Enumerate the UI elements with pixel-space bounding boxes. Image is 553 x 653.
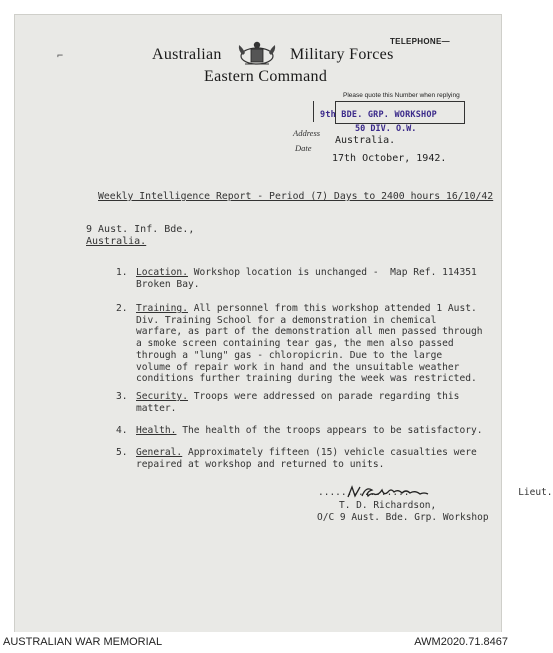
report-title: Weekly Intelligence Report - Period (7) Days to 2400 hours 16/10/42: [98, 191, 494, 202]
signatory-title: O/C 9 Aust. Bde. Grp. Workshop: [317, 512, 489, 523]
unit-stamp-line1: 9th BDE. GRP. WORKSHOP: [320, 110, 437, 120]
date-value: 17th October, 1942.: [332, 153, 447, 164]
org-name-right: Military Forces: [290, 46, 394, 63]
footer-accession-number: AWM2020.71.8467: [414, 636, 508, 648]
item-text-first-line: All personnel from this workshop attended 1 Aust.: [187, 303, 477, 314]
item-number: 5.: [116, 447, 128, 458]
report-item-location: [136, 267, 477, 290]
coat-of-arms-icon: [237, 40, 277, 68]
recipient-line1: 9 Aust. Inf. Bde.,: [86, 224, 195, 235]
item-heading: Location.: [136, 267, 188, 278]
unit-stamp-line2: 50 DIV. O.W.: [355, 124, 417, 134]
item-text-first-line: Troops were addressed on parade regarding this: [187, 391, 460, 402]
staple-mark: ⌐: [57, 51, 64, 62]
item-heading: Security.: [136, 391, 188, 402]
report-item-security: [136, 391, 459, 414]
recipient-line2: Australia.: [86, 236, 147, 247]
item-number: 3.: [116, 391, 128, 402]
item-heading: Health.: [136, 425, 177, 436]
command-name: Eastern Command: [204, 68, 328, 85]
report-item-general: [136, 447, 477, 470]
footer-institution: AUSTRALIAN WAR MEMORIAL: [3, 636, 163, 648]
item-text-first-line: The health of the troops appears to be satisfactory.: [176, 425, 483, 436]
report-item-training: [136, 303, 483, 385]
signature-rank: Lieut.: [518, 487, 553, 498]
item-text-rest: Div. Training School for a demonstration in chemical warfare, as part of the demonstration all men passed through a smoke screen containing tear gas, the men also passed through a "lung" gas - chloropicrin. Due to the large volume of repair work in hand and the unsuitable weather conditions further training during the week was restricted.: [136, 314, 483, 385]
signatory-name: T. D. Richardson,: [339, 500, 437, 511]
item-number: 1.: [116, 267, 128, 278]
handwritten-signature: [318, 485, 466, 499]
address-value: Australia.: [335, 135, 396, 146]
item-text-first-line: Approximately fifteen (15) vehicle casualties were: [182, 447, 477, 458]
report-item-health: [136, 425, 483, 437]
item-text-rest: Broken Bay.: [136, 278, 200, 290]
item-number: 4.: [116, 425, 128, 436]
signature-dots: ................: [318, 487, 410, 498]
address-label: Address: [293, 128, 321, 138]
org-name-left: Australian: [152, 46, 222, 63]
quote-note: Please quote this Number when replying: [343, 92, 460, 99]
date-label: Date: [295, 143, 312, 153]
item-text-rest: matter.: [136, 402, 177, 414]
telephone-label: TELEPHONE—: [390, 37, 450, 46]
item-heading: Training.: [136, 303, 188, 314]
item-heading: General.: [136, 447, 183, 458]
reference-box-divider: [313, 101, 314, 122]
archive-footer: [0, 632, 514, 653]
item-text-rest: repaired at workshop and returned to units.: [136, 458, 385, 470]
item-number: 2.: [116, 303, 128, 314]
item-text-first-line: Workshop location is unchanged - Map Ref. 114351: [187, 267, 477, 278]
